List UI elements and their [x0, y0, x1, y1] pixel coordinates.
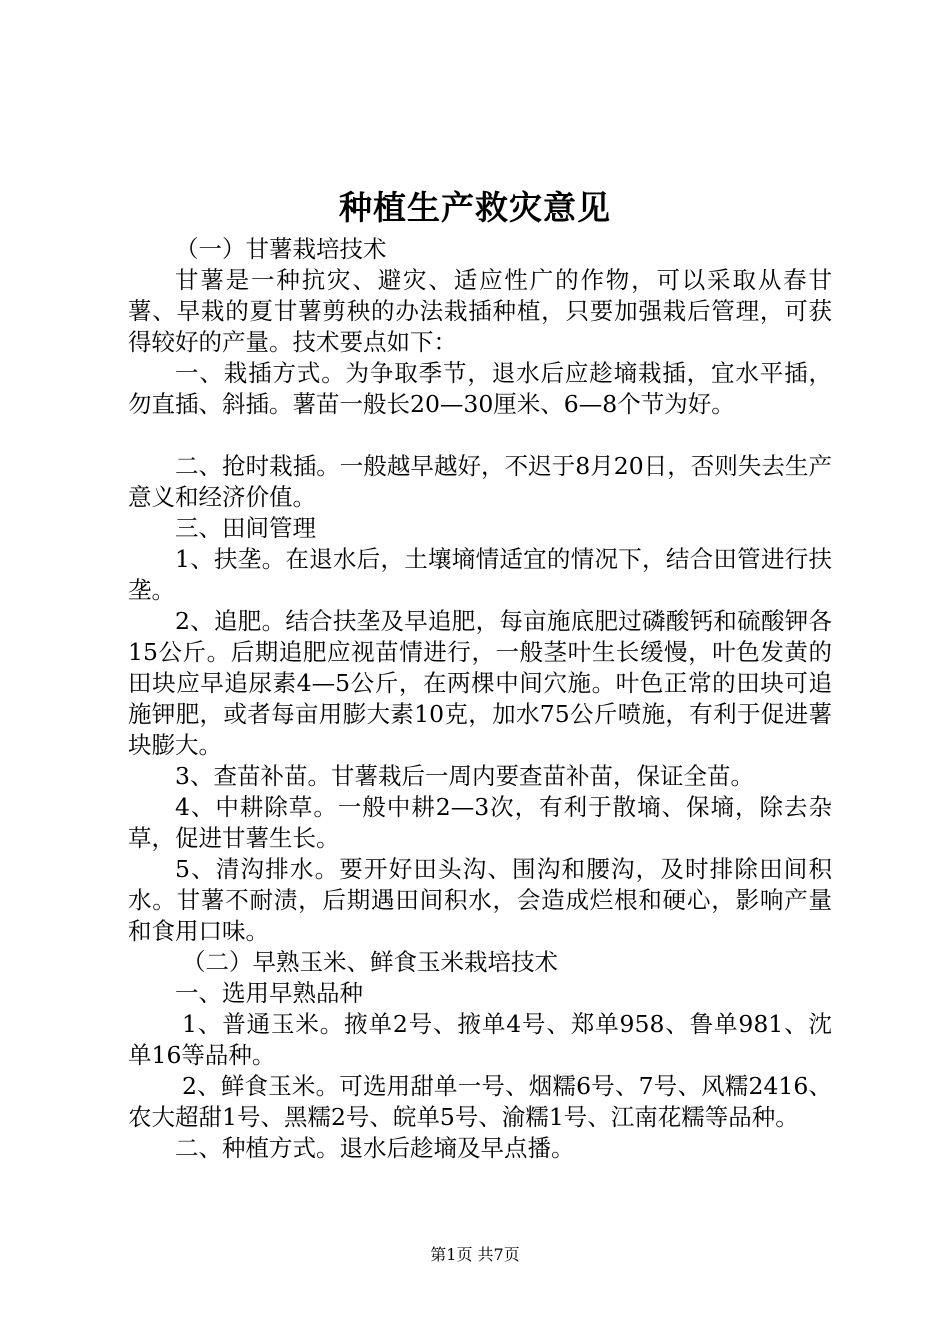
fresh-corn-paragraph: 2、鲜食玉米。可选用甜单一号、烟糯6号、7号、风糯2416、农大超甜1号、黑糯2号、皖单5号、渝糯1号、江南花糯等品种。 [128, 1072, 832, 1131]
field-management-heading: 三、田间管理 [175, 514, 316, 542]
section-heading-sweet-potato: （一）甘薯栽培技术 [175, 235, 387, 263]
weeding-paragraph: 4、中耕除草。一般中耕2—3次，有利于散墒、保墒，除去杂草，促进甘薯生长。 [128, 793, 832, 852]
drainage-paragraph: 5、清沟排水。要开好田头沟、围沟和腰沟，及时排除田间积水。甘薯不耐渍，后期遇田间积水，会造成烂根和硬心，影响产量和食用口味。 [128, 855, 832, 945]
common-corn-paragraph: 1、普通玉米。掖单2号、掖单4号、郑单958、鲁单981、沈单16等品种。 [128, 1010, 832, 1069]
corn-planting-method-paragraph: 二、种植方式。退水后趁墒及早点播。 [175, 1134, 575, 1162]
planting-method-paragraph: 一、栽插方式。为争取季节，退水后应趁墒栽插，宜水平插，勿直插、斜插。薯苗一般长20—30厘米、6—8个节为好。 [128, 359, 832, 418]
seedling-check-paragraph: 3、查苗补苗。甘薯栽后一周内要查苗补苗，保证全苗。 [175, 762, 754, 790]
fertilizing-paragraph: 2、追肥。结合扶垄及早追肥，每亩施底肥过磷酸钙和硫酸钾各15公斤。后期追肥应视苗情进行，一般茎叶生长缓慢，叶色发黄的田块应早追尿素4—5公斤，在两棵中间穴施。叶色正常的田块可追施钾肥，或者每亩用膨大素10克，加水75公斤喷施，有利于促进薯块膨大。 [128, 607, 832, 759]
section-heading-corn: （二）早熟玉米、鲜食玉米栽培技术 [182, 948, 559, 976]
page-number: 第1页 共7页 [430, 1245, 520, 1264]
document-title: 种植生产救灾意见 [339, 188, 611, 227]
intro-paragraph: 甘薯是一种抗灾、避灾、适应性广的作物，可以采取从春甘薯、早栽的夏甘薯剪秧的办法栽插种植，只要加强栽后管理，可获得较好的产量。技术要点如下： [128, 266, 832, 356]
document-body [128, 234, 832, 1164]
ridging-paragraph: 1、扶垄。在退水后，土壤墒情适宜的情况下，结合田管进行扶垄。 [128, 545, 832, 604]
variety-selection-heading: 一、选用早熟品种 [175, 979, 363, 1007]
timely-planting-paragraph: 二、抢时栽插。一般越早越好，不迟于8月20日，否则失去生产意义和经济价值。 [128, 452, 832, 511]
